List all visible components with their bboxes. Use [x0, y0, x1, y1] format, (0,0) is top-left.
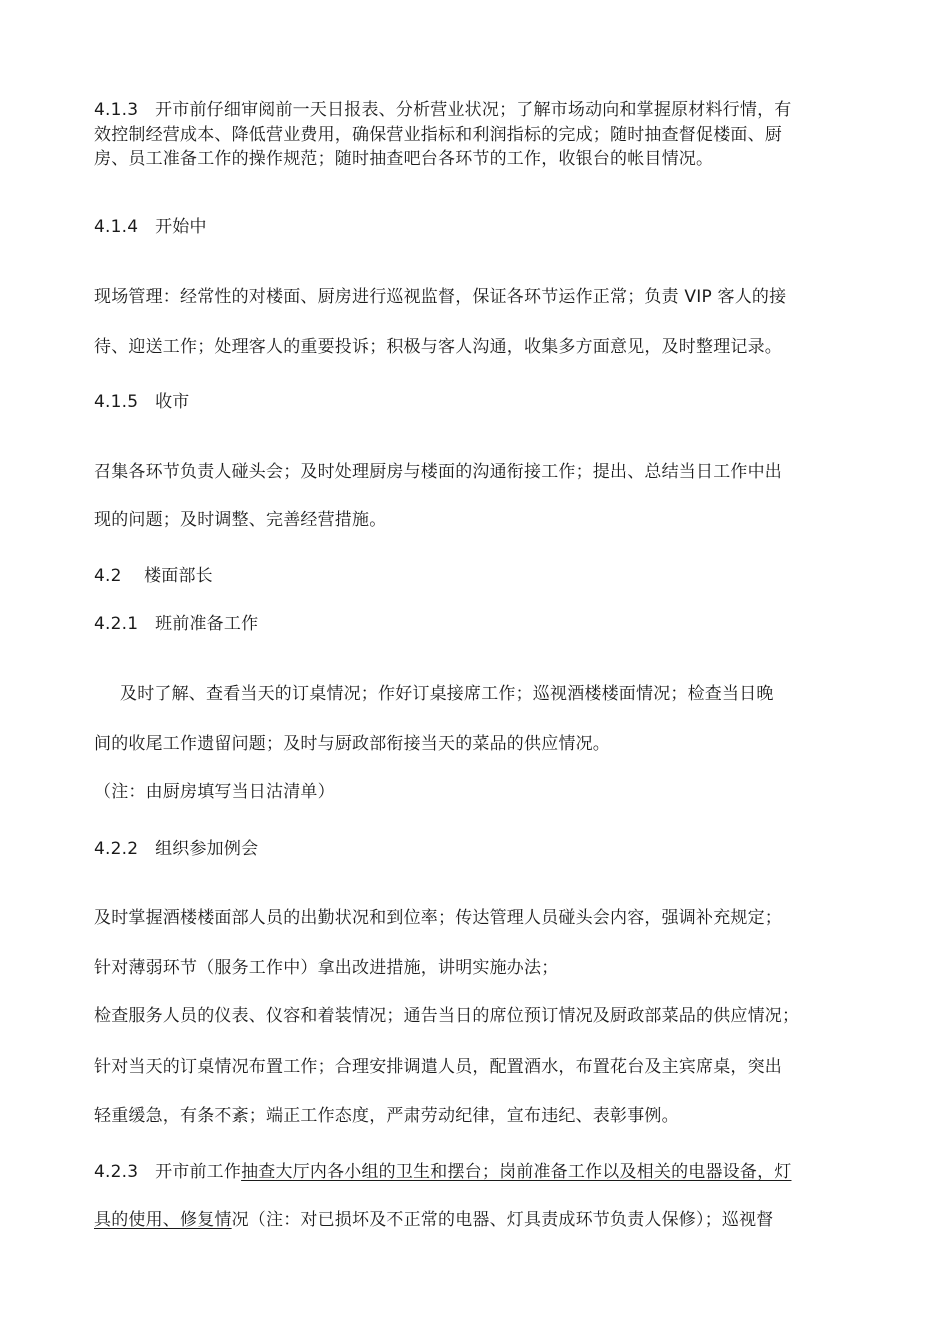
para-421-line-1: 及时了解、查看当天的订桌情况；作好订桌接席工作；巡视酒楼楼面情况；检查当日晚 — [120, 684, 774, 704]
heading-414 — [94, 215, 207, 239]
heading-title: 组织参加例会 — [155, 839, 259, 859]
heading-number: 4.2.1 — [94, 614, 139, 634]
heading-number: 4.2.3 — [94, 1162, 139, 1182]
para-423-line-1 — [94, 1160, 791, 1184]
para-text: 开市前工作 — [155, 1162, 242, 1182]
heading-number: 4.1.4 — [94, 217, 139, 237]
heading-title: 班前准备工作 — [155, 614, 259, 634]
heading-number: 4.2.2 — [94, 839, 139, 859]
heading-number: 4.1.5 — [94, 392, 139, 412]
para-422-line-5: 轻重缓急，有条不紊；端正工作态度，严肃劳动纪律，宣布违纪、表彰事例。 — [94, 1106, 679, 1126]
para-421-line-2: 间的收尾工作遗留问题；及时与厨政部衔接当天的菜品的供应情况。 — [94, 734, 610, 754]
underlined-text: 抽查大厅内各小组的卫生和摆台；岗前准备工作以及相关的电器设备，灯 — [241, 1162, 792, 1182]
para-415-line-1: 召集各环节负责人碰头会；及时处理厨房与楼面的沟通衔接工作；提出、总结当日工作中出 — [94, 462, 782, 482]
heading-415 — [94, 390, 189, 414]
note-421: （注：由厨房填写当日沽清单） — [94, 782, 335, 802]
para-text: 开市前仔细审阅前一天日报表、分析营业状况；了解市场动向和掌握原材料行情，有 — [155, 100, 792, 120]
heading-number: 4.2 — [94, 566, 122, 586]
underlined-text: 具的使用、修复情 — [94, 1210, 232, 1230]
para-414-line-1: 现场管理：经常性的对楼面、厨房进行巡视监督，保证各环节运作正常；负责 VIP 客人的接 — [94, 287, 787, 307]
heading-number: 4.1.3 — [94, 100, 139, 120]
heading-422 — [94, 837, 258, 861]
para-422-line-3: 检查服务人员的仪表、仪容和着装情况；通告当日的席位预订情况及厨政部菜品的供应情况； — [94, 1006, 800, 1026]
para-414-line-2: 待、迎送工作；处理客人的重要投诉；积极与客人沟通，收集多方面意见，及时整理记录。 — [94, 337, 782, 357]
para-422-line-2: 针对薄弱环节（服务工作中）拿出改进措施，讲明实施办法； — [94, 958, 559, 978]
para-413-line-2: 效控制经营成本、降低营业费用，确保营业指标和利润指标的完成；随时抽查督促楼面、厨 — [94, 125, 782, 145]
para-413-line-3: 房、员工准备工作的操作规范；随时抽查吧台各环节的工作，收银台的帐目情况。 — [94, 149, 714, 169]
heading-title: 楼面部长 — [144, 566, 213, 586]
heading-42 — [94, 564, 213, 588]
para-413-line-1 — [94, 98, 791, 122]
heading-421 — [94, 612, 258, 636]
para-422-line-4: 针对当天的订桌情况布置工作；合理安排调遣人员，配置酒水，布置花台及主宾席桌，突出 — [94, 1057, 782, 1077]
heading-title: 开始中 — [155, 217, 207, 237]
para-422-line-1: 及时掌握酒楼楼面部人员的出勤状况和到位率；传达管理人员碰头会内容，强调补充规定； — [94, 908, 782, 928]
para-423-line-2 — [94, 1208, 774, 1232]
heading-title: 收市 — [155, 392, 190, 412]
para-415-line-2: 现的问题；及时调整、完善经营措施。 — [94, 510, 387, 530]
para-text: 况（注：对已损坏及不正常的电器、灯具责成环节负责人保修）；巡视督 — [231, 1210, 774, 1230]
